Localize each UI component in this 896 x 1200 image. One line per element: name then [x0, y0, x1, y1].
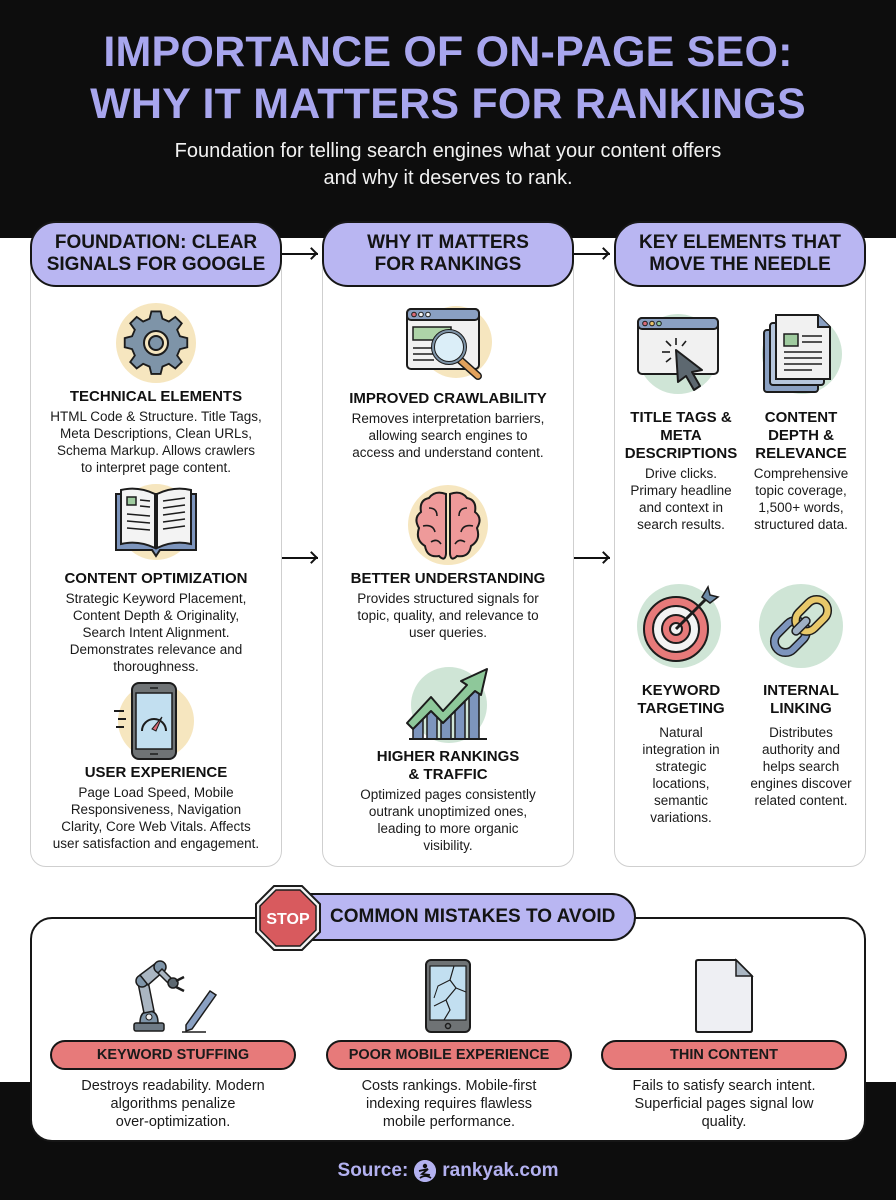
- arrow-right-icon: [305, 247, 318, 260]
- stop-sign-icon: [254, 884, 322, 952]
- column-header-foundation: FOUNDATION: CLEAR SIGNALS FOR GOOGLE: [30, 221, 282, 287]
- arrow-right-icon: [597, 247, 610, 260]
- item-title: TECHNICAL ELEMENTS: [69, 388, 243, 405]
- page-subtitle: [0, 138, 896, 192]
- source-credit: [0, 1160, 896, 1182]
- mistake-label-poor-mobile: POOR MOBILE EXPERIENCE: [326, 1040, 572, 1070]
- item-title: IMPROVED CRAWLABILITY: [349, 390, 547, 407]
- column-header-why-it-matters: WHY IT MATTERS FOR RANKINGS: [322, 221, 574, 287]
- item-desc: Strategic Keyword Placement, Content Depth & Originality, Search Intent Alignment. Demonstrates relevance and thoroughness.: [65, 591, 247, 674]
- page-title: [0, 26, 896, 130]
- browser-click-icon: [636, 312, 724, 396]
- item-improved-crawlability: [328, 390, 568, 461]
- gear-icon: [115, 302, 197, 384]
- column-header-key-elements: KEY ELEMENTS THAT MOVE THE NEEDLE: [614, 221, 866, 287]
- item-desc: Natural integration in strategic locations, semantic variations.: [642, 725, 720, 825]
- mistakes-header-label: COMMON MISTAKES TO AVOID: [330, 906, 616, 927]
- item-keyword-targeting: [620, 682, 742, 826]
- documents-icon: [756, 312, 844, 396]
- item-title: KEYWORD TARGETING: [637, 682, 725, 717]
- cracked-phone-icon: [424, 958, 472, 1034]
- item-desc: Distributes authority and helps search engines discover related content.: [750, 725, 852, 808]
- source-site-link[interactable]: rankyak.com: [442, 1160, 559, 1181]
- item-technical-elements: [36, 388, 276, 476]
- item-title: TITLE TAGS & META DESCRIPTIONS: [624, 409, 738, 462]
- item-content-depth: [740, 409, 862, 533]
- arrow-right-icon: [305, 551, 318, 564]
- item-desc: Removes interpretation barriers, allowing search engines to access and understand content.: [351, 411, 545, 460]
- mobile-speed-icon: [112, 681, 198, 761]
- item-title: HIGHER RANKINGS & TRAFFIC: [376, 748, 520, 783]
- title-line-2: WHY IT MATTERS FOR RANKINGS: [90, 80, 806, 128]
- browser-magnifier-icon: [404, 306, 494, 386]
- item-title: CONTENT DEPTH & RELEVANCE: [755, 409, 847, 462]
- item-desc: Comprehensive topic coverage, 1,500+ words, structured data.: [753, 466, 849, 532]
- item-desc: Page Load Speed, Mobile Responsiveness, Navigation Clarity, Core Web Vitals. Affects user satisfaction and engagement.: [52, 785, 260, 851]
- chain-link-icon: [758, 583, 844, 669]
- item-desc: Drive clicks. Primary headline and context in search results.: [630, 466, 732, 532]
- subtitle-line-2: and why it deserves to rank.: [323, 167, 573, 189]
- growth-chart-icon: [405, 665, 491, 745]
- item-title: INTERNAL LINKING: [763, 682, 839, 717]
- item-better-understanding: [328, 570, 568, 641]
- title-line-1: IMPORTANCE OF ON-PAGE SEO:: [103, 28, 793, 76]
- mistake-desc-poor-mobile: Costs rankings. Mobile-first indexing requires flawless mobile performance.: [361, 1078, 537, 1130]
- rankyak-logo-icon: [414, 1160, 436, 1182]
- mistake-label-keyword-stuffing: KEYWORD STUFFING: [50, 1040, 296, 1070]
- mistakes-header: [270, 893, 636, 941]
- mistake-desc-keyword-stuffing: Destroys readability. Modern algorithms penalize over-optimization.: [81, 1078, 265, 1130]
- target-icon: [636, 583, 722, 669]
- item-title: CONTENT OPTIMIZATION: [64, 570, 248, 587]
- item-content-optimization: [36, 570, 276, 675]
- source-label: Source:: [337, 1160, 409, 1181]
- svg-text:STOP: STOP: [266, 911, 310, 928]
- mistake-desc-thin-content: Fails to satisfy search intent. Superficial pages signal low quality.: [632, 1078, 816, 1130]
- subtitle-line-1: Foundation for telling search engines what your content offers: [174, 140, 722, 162]
- blank-page-icon: [694, 958, 754, 1034]
- open-book-icon: [112, 484, 200, 564]
- item-desc: Provides structured signals for topic, quality, and relevance to user queries.: [357, 591, 539, 640]
- arrow-right-icon: [597, 551, 610, 564]
- robot-arm-pen-icon: [130, 957, 218, 1033]
- item-title: BETTER UNDERSTANDING: [350, 570, 546, 587]
- item-higher-rankings: [328, 748, 568, 854]
- brain-icon: [407, 484, 489, 566]
- item-desc: HTML Code & Structure. Title Tags, Meta Descriptions, Clean URLs, Schema Markup. Allows crawlers to interpret page content.: [50, 409, 262, 475]
- mistake-label-thin-content: THIN CONTENT: [601, 1040, 847, 1070]
- item-title-tags: [620, 409, 742, 533]
- item-internal-linking: [740, 682, 862, 809]
- item-desc: Optimized pages consistently outrank unoptimized ones, leading to more organic visibility.: [360, 787, 536, 853]
- item-user-experience: [36, 764, 276, 852]
- item-title: USER EXPERIENCE: [84, 764, 228, 781]
